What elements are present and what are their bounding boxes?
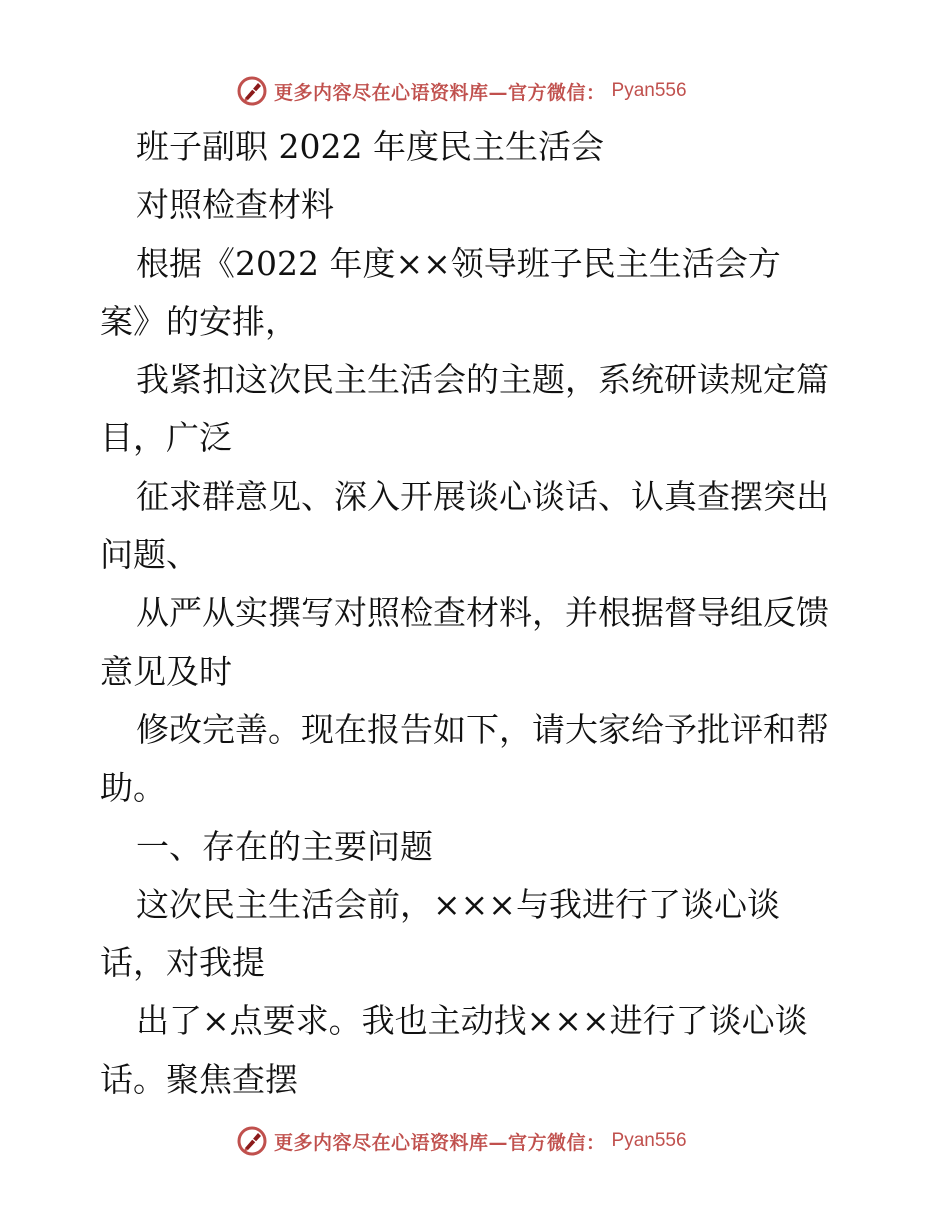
watermark-text: 更多内容尽在心语资料库—官方微信： — [274, 1131, 606, 1154]
document-title-line-2: 对照检查材料 — [136, 185, 334, 225]
paragraph-4: 从严从实撰写对照检查材料，并根据督导组反馈意见及时 — [100, 593, 829, 691]
footer-watermark — [236, 1124, 687, 1158]
document-body — [100, 118, 860, 1109]
watermark-account: Pyan556 — [611, 1130, 687, 1151]
paragraph-5: 修改完善。现在报告如下，请大家给予批评和帮助。 — [100, 709, 829, 808]
section-heading-1: 一、存在的主要问题 — [136, 826, 433, 866]
quill-in-circle-icon — [236, 75, 268, 107]
paragraph-7: 出了×点要求。我也主动找×××进行了谈心谈话。聚焦查摆 — [100, 1001, 808, 1099]
paragraph-2: 我紧扣这次民主生活会的主题，系统研读规定篇目，广泛 — [100, 360, 829, 458]
quill-in-circle-icon — [236, 1125, 268, 1157]
paragraph-3: 征求群意见、深入开展谈心谈话、认真查摆突出问题、 — [100, 476, 829, 575]
watermark-text: 更多内容尽在心语资料库—官方微信： — [274, 81, 606, 104]
watermark-account: Pyan556 — [611, 80, 687, 101]
document-title-line-1: 班子副职 2022 年度民主生活会 — [136, 127, 604, 166]
paragraph-1: 根据《2022 年度××领导班子民主生活会方 案》的安排， — [100, 243, 781, 341]
paragraph-6: 这次民主生活会前，×××与我进行了谈心谈 话，对我提 — [100, 884, 780, 983]
header-watermark — [236, 74, 687, 108]
